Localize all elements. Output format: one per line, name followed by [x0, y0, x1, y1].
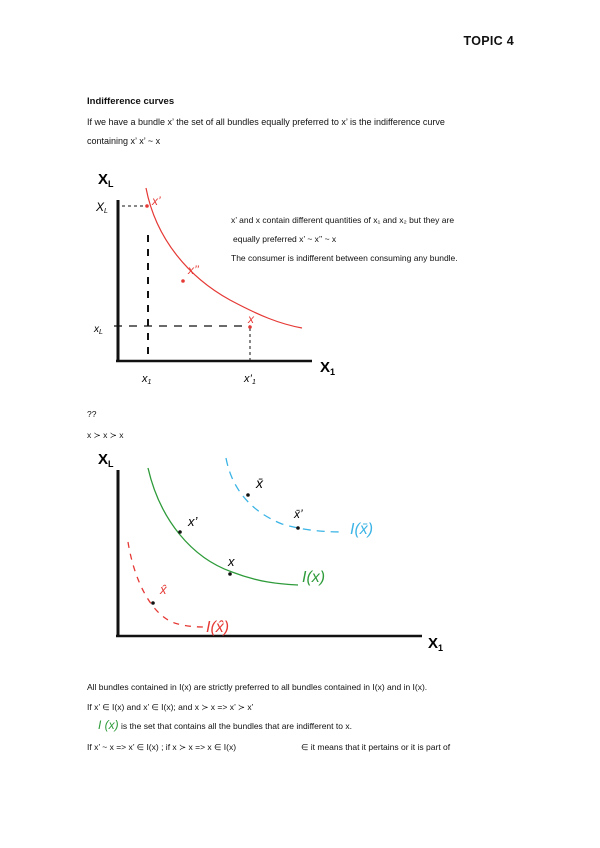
- preference-ordering: x ≻ x ≻ x: [87, 430, 124, 440]
- footer-line-4a: If x’ ~ x => x’ ∈ I(x) ; if x ≻ x => x ∈ I(x): [87, 742, 237, 752]
- point-x-bar-prime: [296, 526, 300, 530]
- figure1-notes: [231, 213, 511, 265]
- x-axis-label: $X_1$: [320, 359, 336, 377]
- label-curve-low: I(x̂): [206, 619, 230, 636]
- x-axis-label: $X_1$: [428, 635, 444, 653]
- point-x-bar: [246, 493, 250, 497]
- footer-line-4b: ∈ it means that it pertains or it is part of: [301, 742, 451, 752]
- indifference-curve-mid: [148, 468, 298, 585]
- tick-x2-prime: XL: [96, 200, 108, 215]
- y-axis-label: $X_L$: [98, 451, 114, 469]
- point-x-hat: [151, 601, 155, 605]
- label-x: x: [228, 554, 235, 569]
- intro-line-1: If we have a bundle x’ the set of all bundles equally preferred to x’ is the indifference curve: [87, 117, 445, 127]
- label-x: x: [248, 312, 254, 326]
- footer-line-3-row: [98, 718, 518, 733]
- indifference-curve-figure-2: [82, 440, 452, 660]
- figure1-note-1: x’ and x contain different quantities of x₁ and x₂ but they are: [231, 215, 455, 225]
- topic-title: TOPIC 4: [463, 34, 514, 48]
- section-heading: Indifference curves: [87, 96, 175, 107]
- label-x-prime: x’: [152, 194, 161, 208]
- label-curve-mid: I(x): [302, 569, 326, 586]
- label-x-bar-prime: x̄’: [294, 507, 303, 521]
- indifference-curve-high: [226, 458, 344, 532]
- y-axis-label: $X_L$: [98, 171, 114, 189]
- footer-line-1: All bundles contained in I(x) are strictly preferred to all bundles contained in I(x) and in I(x).: [87, 682, 428, 692]
- label-x-hat: x̂: [160, 582, 167, 597]
- handwritten-ix-symbol: I (x): [98, 718, 119, 732]
- point-x: [228, 572, 232, 576]
- intro-paragraph: [87, 113, 515, 151]
- label-x-bar: x̄: [256, 475, 263, 491]
- indifference-curve-figure-1: [80, 160, 350, 390]
- intro-line-2: containing x’ x’ ~ x: [87, 136, 161, 146]
- tick-x1-prime: x1: [142, 373, 152, 386]
- point-x-prime: [178, 530, 182, 534]
- figure1-note-3: The consumer is indifferent between consuming any bundle.: [231, 253, 458, 263]
- question-marks: ??: [87, 409, 97, 419]
- tick-x1: x’1: [244, 373, 256, 386]
- label-curve-high: I(x̄): [350, 521, 374, 538]
- figure1-note-2: equally preferred x’ ~ x’’ ~ x: [233, 234, 337, 244]
- footer-line-2: If x’ ∈ I(x) and x’ ∈ I(x); and x ≻ x => x’ ≻ x’: [87, 702, 254, 712]
- point-x-prime: [145, 204, 149, 208]
- tick-x2: $x_L$: [94, 324, 103, 336]
- footer-line-3: is the set that contains all the bundles that are indifferent to x.: [121, 721, 352, 731]
- footer-line-4-row: [87, 740, 527, 754]
- point-x-double-prime: [181, 279, 185, 283]
- label-x-double-prime: x’’: [188, 263, 199, 277]
- label-x-prime: x’: [188, 514, 198, 529]
